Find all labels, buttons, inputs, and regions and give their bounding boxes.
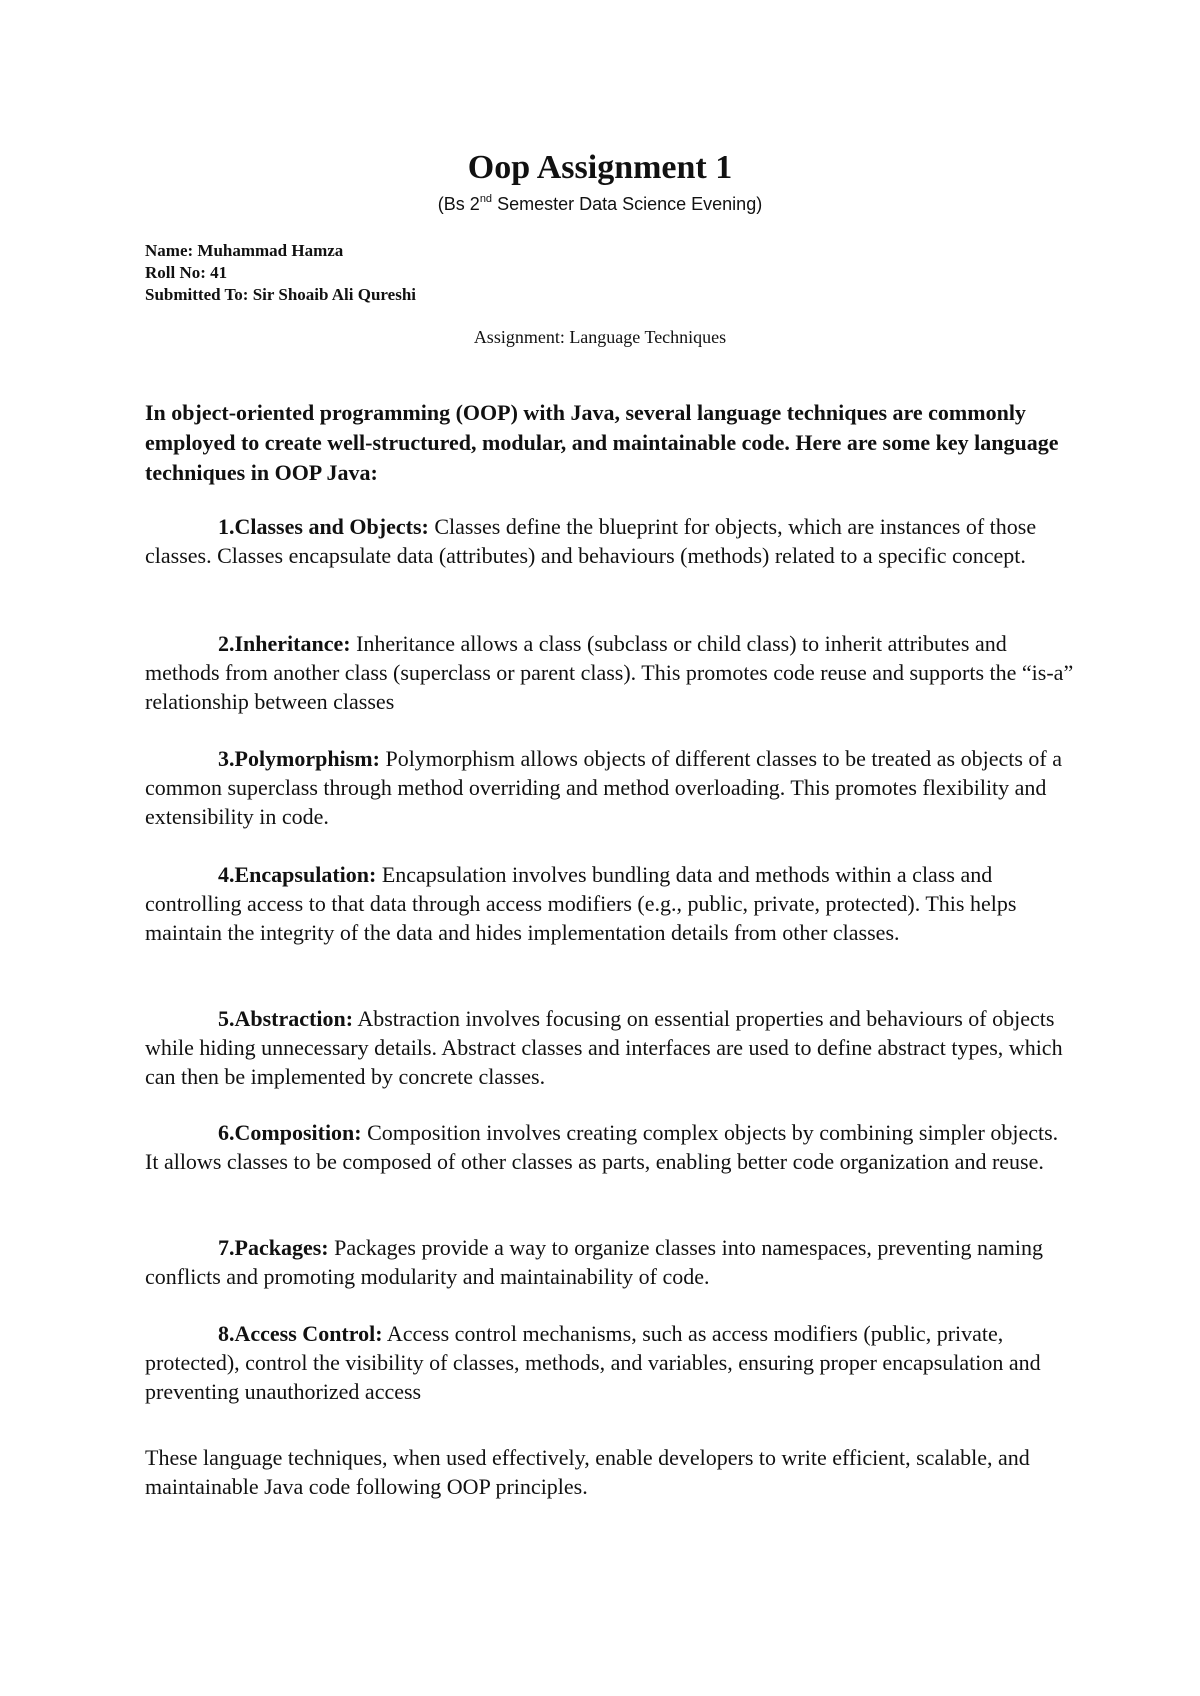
subtitle-prefix: (Bs 2 [437, 194, 480, 214]
technique-item-1 [145, 512, 1075, 570]
technique-label: 3.Polymorphism: [218, 746, 380, 771]
technique-description: Packages provide a way to organize classes into namespaces, preventing naming conflicts and promoting modularity and maintainability of code. [145, 1235, 1043, 1289]
technique-item-5 [145, 1004, 1075, 1091]
assignment-heading: Assignment: Language Techniques [473, 327, 727, 347]
technique-item-4 [145, 860, 1075, 947]
subtitle-superscript: nd [479, 193, 493, 205]
technique-item-7 [145, 1233, 1075, 1291]
submitted-to: Submitted To: Sir Shoaib Ali Qureshi [145, 285, 416, 304]
technique-label: 6.Composition: [218, 1120, 362, 1145]
technique-item-8 [145, 1319, 1075, 1406]
student-info [145, 240, 416, 306]
student-name: Name: Muhammad Hamza [145, 241, 344, 260]
document-subtitle [0, 193, 1200, 215]
technique-label: 5.Abstraction: [218, 1006, 354, 1031]
conclusion-paragraph: These language techniques, when used effectively, enable developers to write efficient, scalable, and maintainable Java code following OOP principles. [145, 1445, 1030, 1499]
technique-description: Inheritance allows a class (subclass or child class) to inherit attributes and methods from another class (superclass or parent class). This promotes code reuse and supports the “is-a” relationship between classes [145, 631, 1074, 714]
technique-description: Access control mechanisms, such as access modifiers (public, private, protected), control the visibility of classes, methods, and variables, ensuring proper encapsulation and preventing unauthorized access [145, 1321, 1041, 1404]
technique-item-3 [145, 744, 1075, 831]
technique-label: 1.Classes and Objects: [218, 514, 429, 539]
technique-description: Composition involves creating complex objects by combining simpler objects. It allows classes to be composed of other classes as parts, enabling better code organization and reuse. [145, 1120, 1059, 1174]
technique-description: Abstraction involves focusing on essential properties and behaviours of objects while hiding unnecessary details. Abstract classes and interfaces are used to define abstract types, which can then be implemented by concrete classes. [145, 1006, 1063, 1089]
technique-item-6 [145, 1118, 1075, 1176]
technique-item-2 [145, 629, 1075, 716]
technique-description: Classes define the blueprint for objects, which are instances of those classes. Classes encapsulate data (attributes) and behaviours (methods) related to a specific concept. [145, 514, 1037, 568]
technique-label: 8.Access Control: [218, 1321, 383, 1346]
technique-label: 2.Inheritance: [218, 631, 351, 656]
technique-label: 7.Packages: [218, 1235, 329, 1260]
subtitle-suffix: Semester Data Science Evening) [492, 194, 763, 214]
technique-label: 4.Encapsulation: [218, 862, 377, 887]
roll-number: Roll No: 41 [145, 263, 228, 282]
technique-description: Encapsulation involves bundling data and methods within a class and controlling access to that data through access modifiers (e.g., public, private, protected). This helps maintain the integrity of the data and hides implementation details from other classes. [145, 862, 1017, 945]
document-title: Oop Assignment 1 [467, 149, 733, 186]
technique-description: Polymorphism allows objects of different classes to be treated as objects of a common superclass through method overriding and method overloading. This promotes flexibility and extensibility in code. [145, 746, 1062, 829]
intro-paragraph: In object-oriented programming (OOP) with Java, several language techniques are commonly employed to create well-structured, modular, and maintainable code. Here are some key language techniques in OOP Java: [145, 400, 1059, 485]
